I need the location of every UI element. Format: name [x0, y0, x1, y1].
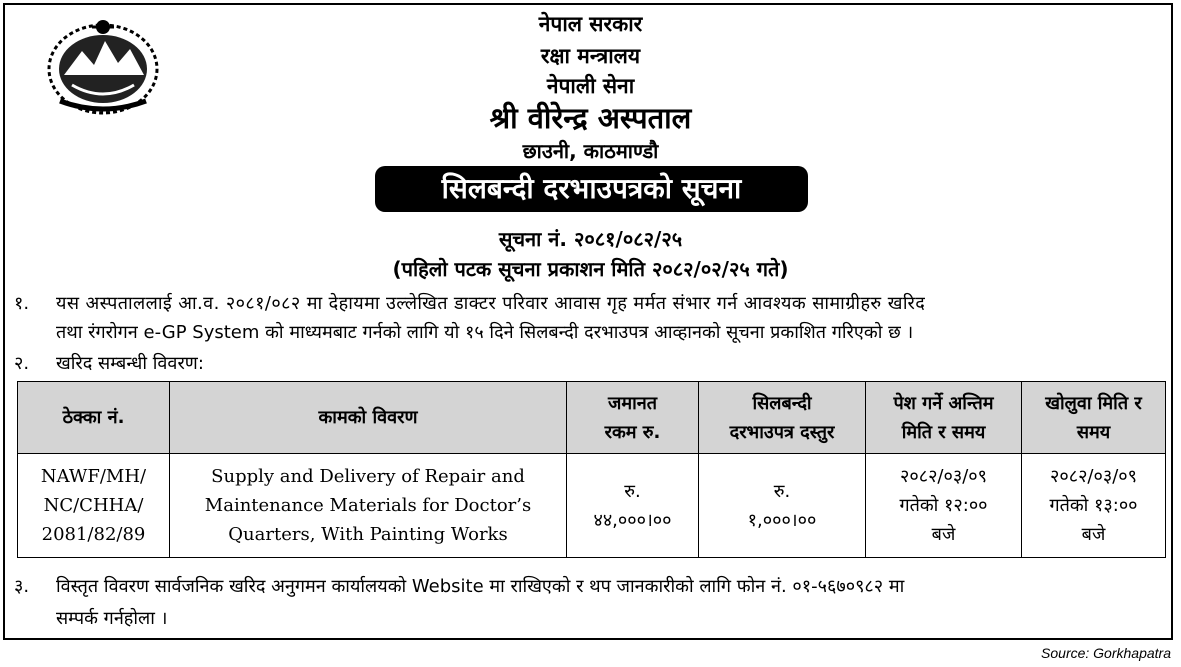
para1-number: १.	[14, 293, 30, 314]
header-ministry: रक्षा मन्त्रालय	[540, 44, 641, 68]
cell-deadline: २०८२/०३/०९ गतेको १२:०० बजे	[866, 454, 1022, 558]
cell-description: Supply and Delivery of Repair and Maintenance Materials for Doctor’s Quarters, With Painting Works	[170, 454, 567, 558]
col-header-description: कामको विवरण	[170, 382, 567, 454]
col-header-deposit: जमानत रकम रु.	[567, 382, 699, 454]
header-army: नेपाली सेना	[546, 74, 635, 98]
col-header-opening: खोलुवा मिति र समय	[1022, 382, 1166, 454]
source-credit: Source: Gorkhapatra	[1041, 645, 1171, 661]
para3-line1: विस्तृत विवरण सार्वजनिक खरिद अनुगमन कार्यालयको Website मा राखिएको र थप जानकारीको लागि फोन नं. ०१-५६७०९८२ मा	[56, 576, 905, 597]
cell-contract-no: NAWF/MH/ NC/CHHA/ 2081/82/89	[18, 454, 170, 558]
para1-line2: तथा रंगरोगन e-GP System को माध्यमबाट गर्नको लागि यो १५ दिने सिलबन्दी दरभाउपत्र आव्हानको सूचना प्रकाशित गरिएको छ ।	[56, 322, 914, 343]
header-government: नेपाल सरकार	[538, 12, 643, 36]
para2-text: खरिद सम्बन्धी विवरण:	[56, 353, 204, 374]
col-header-deadline: पेश गर्ने अन्तिम मिति र समय	[866, 382, 1022, 454]
cell-fee: रु. १,०००।००	[699, 454, 866, 558]
table-row	[18, 454, 1166, 558]
header-hospital: श्री वीरेन्द्र अस्पताल	[489, 101, 692, 135]
cell-opening: २०८२/०३/०९ गतेको १३:०० बजे	[1022, 454, 1166, 558]
notice-title: सिलबन्दी दरभाउपत्रको सूचना	[375, 166, 808, 212]
header-location: छाउनी, काठमाण्डौ	[522, 139, 659, 163]
tender-table	[17, 381, 1166, 558]
para2-number: २.	[14, 353, 30, 374]
publication-date: (पहिलो पटक सूचना प्रकाशन मिति २०८२/०२/२५ गते)	[392, 257, 789, 281]
col-header-fee: सिलबन्दी दरभाउपत्र दस्तुर	[699, 382, 866, 454]
para3-number: ३.	[14, 576, 30, 597]
cell-deposit: रु. ४४,०००।००	[567, 454, 699, 558]
col-header-contract-no: ठेक्का नं.	[18, 382, 170, 454]
para1-line1: यस अस्पताललाई आ.व. २०८१/०८२ मा देहायमा उल्लेखित डाक्टर परिवार आवास गृह मर्मत संभार गर्न आवश्यक सामाग्रीहरु खरिद	[56, 293, 926, 314]
table-header-row	[18, 382, 1166, 454]
para3-line2: सम्पर्क गर्नहोला ।	[56, 608, 168, 629]
notice-number: सूचना नं. २०८१/०८२/२५	[498, 227, 683, 251]
